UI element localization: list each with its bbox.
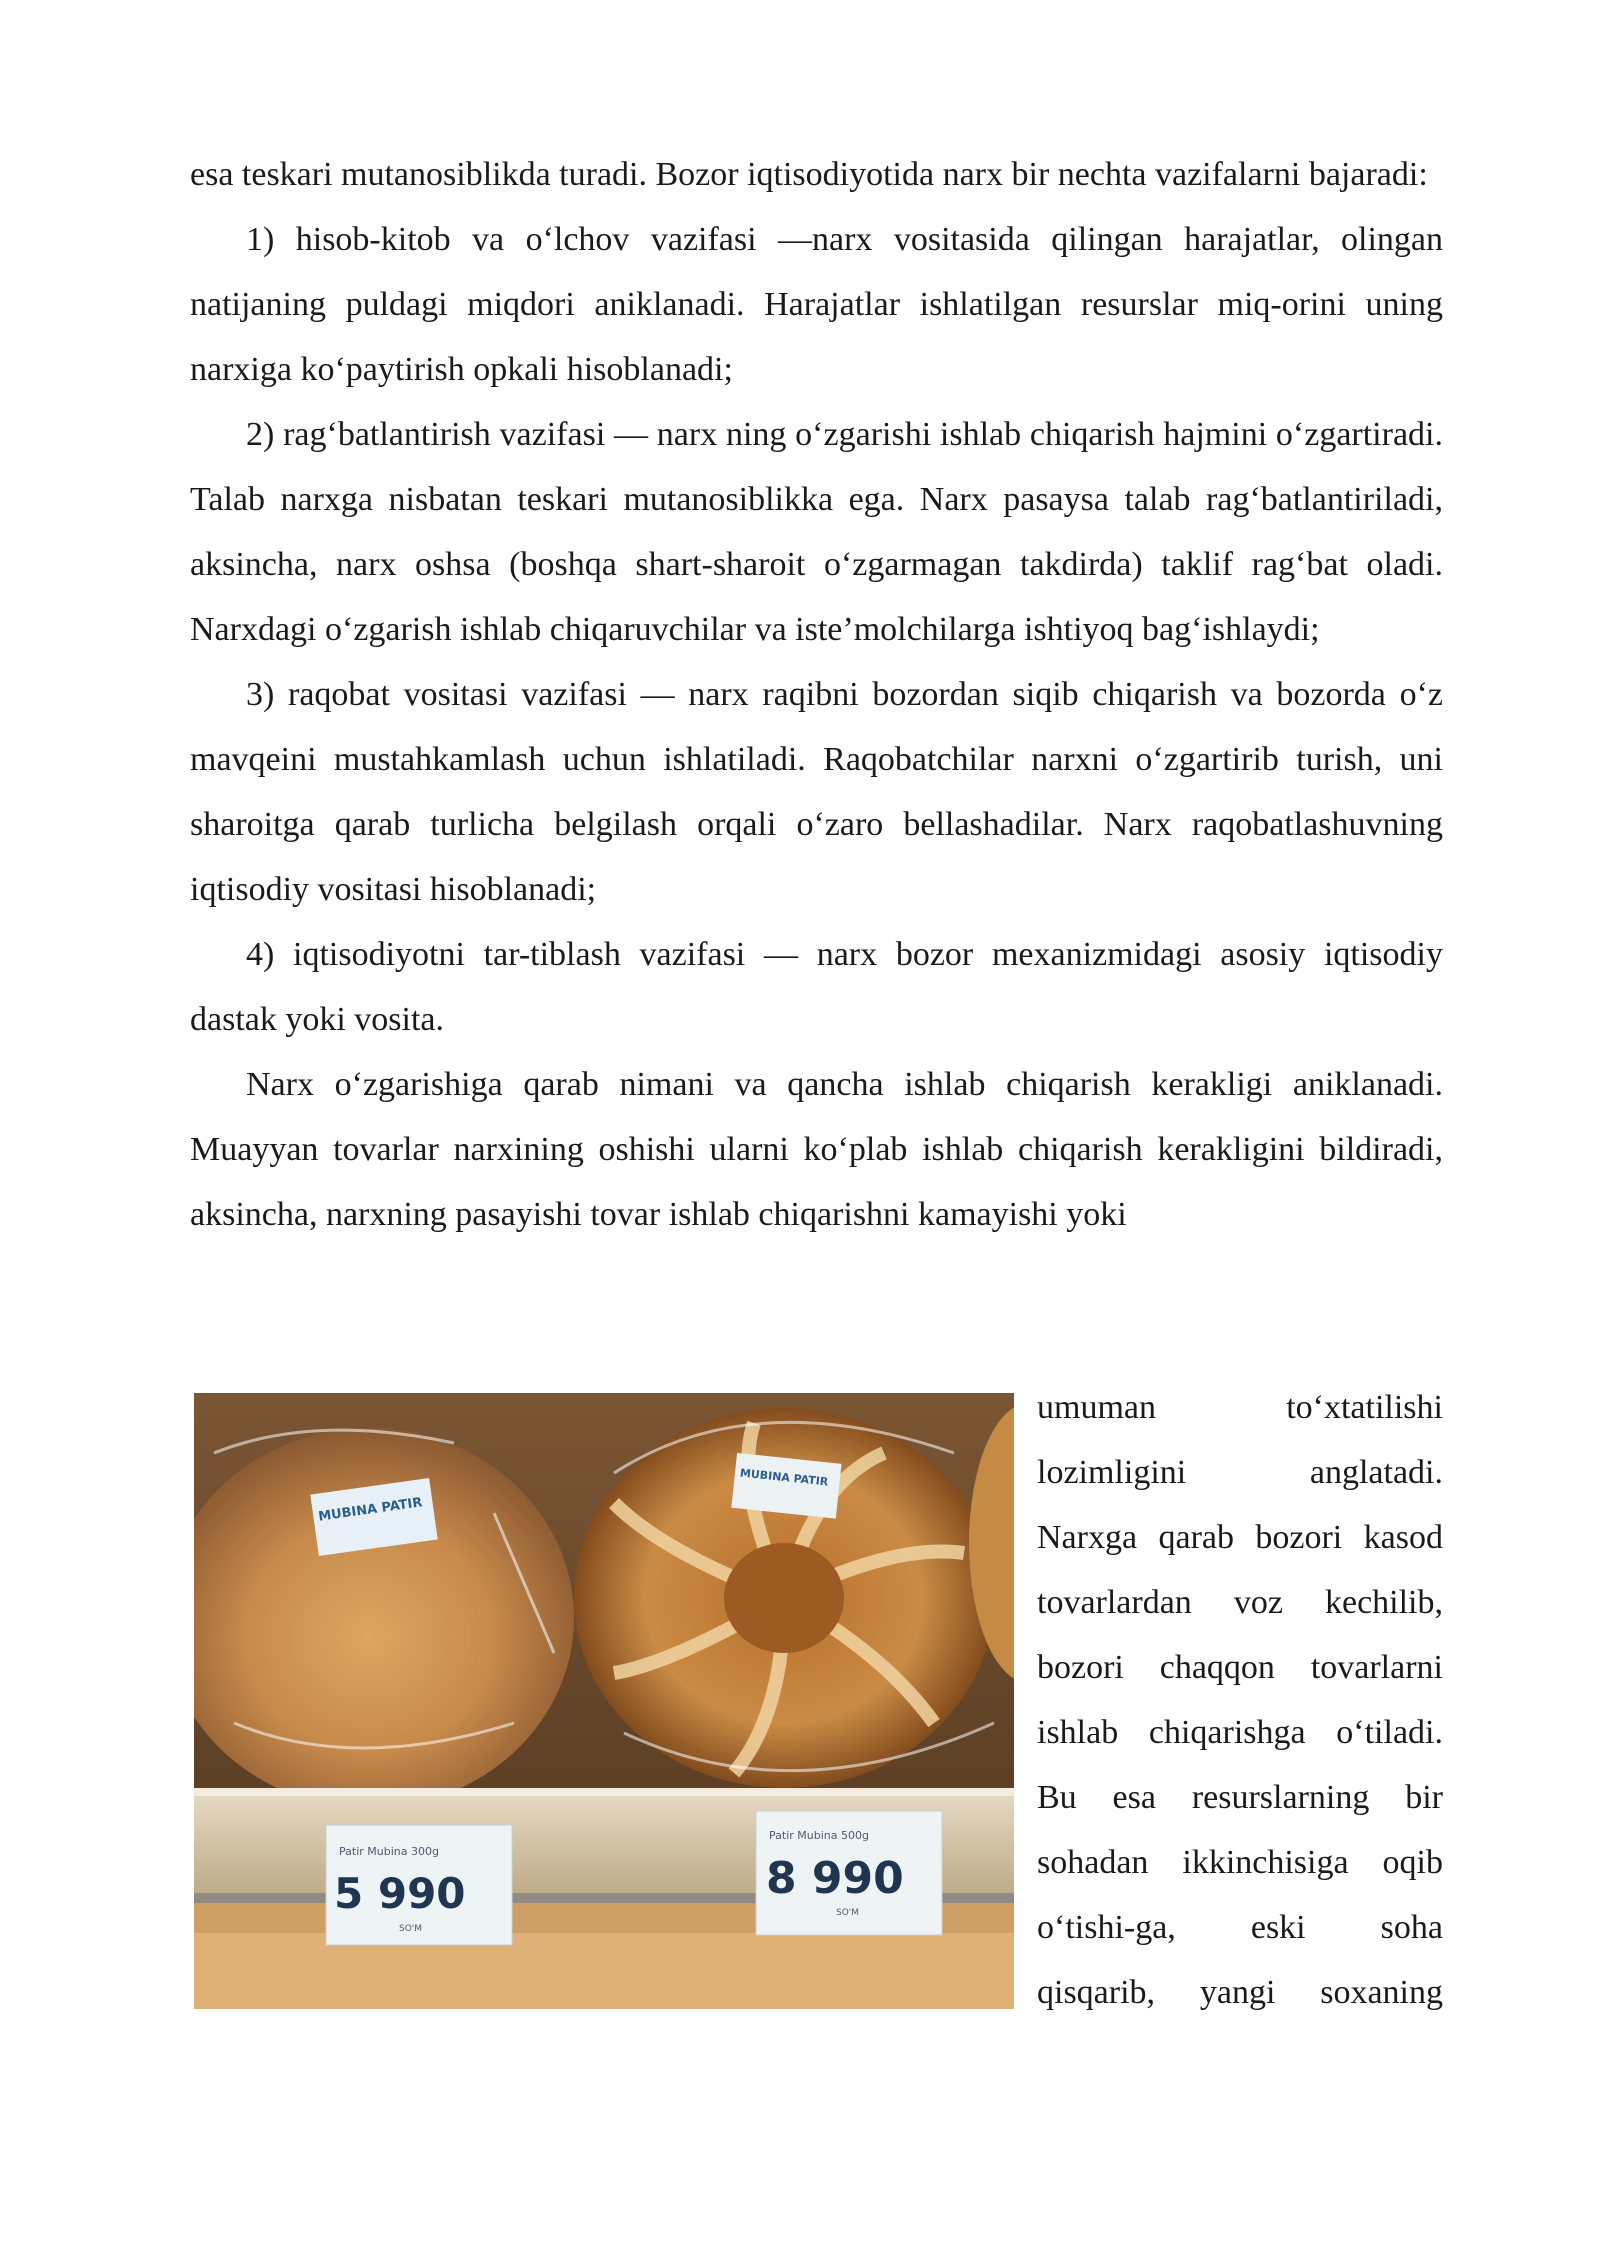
side-line: Narxga qarab bozori kasod [1037,1519,1443,1556]
side-line: tovarlardan voz kechilib, [1037,1584,1443,1621]
side-line: oʻtishi-ga, eski soha [1037,1909,1443,1946]
price-desc-left: Patir Mubina 300g [339,1845,439,1858]
main-text [190,142,1443,1247]
paragraph-raqobat: 3) raqobat vositasi vazifasi — narx raqibni bozordan siqib chiqarish va bozorda oʻz mavqeini mustahkamlash uchun ishlatiladi. Raqobatchilar narxni oʻzgartirib turish, uni sharoitga qarab turlicha belgilash orqali oʻzaro bellashadilar. Narx raqobatlashuvning iqtisodiy vositasi hisoblanadi; [190,676,1443,908]
side-line: umuman toʻxtatilishi [1037,1389,1443,1426]
side-line: ishlab chiqarishga oʻtiladi. [1037,1714,1443,1751]
paragraph-narx-ozgarishi: Narx oʻzgarishiga qarab nimani va qancha ishlab chiqarish kerakligi aniklanadi. Muayyan tovarlar narxining oshishi ularni koʻplab ishlab chiqarish kerakligini bildiradi, aksincha, narxning pasayishi tovar ishlab chiqarishni kamayishi yoki [190,1066,1443,1233]
paragraph-ragbatlantirish: 2) ragʻbatlantirish vazifasi — narx ning oʻzgarishi ishlab chiqarish hajmini oʻzgartiradi. Talab narxga nisbatan teskari mutanosiblikka ega. Narx pasaysa talab ragʻbatlantiriladi, aksincha, narx oshsa (boshqa shart-sharoit oʻzgarmagan takdirda) taklif ragʻbat oladi. Narxdagi oʻzgarish ishlab chiqaruvchilar va iste’molchilarga ishtiyoq bagʻishlaydi; [190,416,1443,648]
side-line: Bu esa resurslarning bir [1037,1779,1443,1816]
paragraph: esa teskari mutanosiblikda turadi. Bozor iqtisodiyotida narx bir nechta vazifalarni bajaradi: [190,156,1428,193]
bread-brand-left: MUBINA PATIR [317,1495,424,1525]
price-currency-left: SO'M [399,1924,423,1934]
price-currency-right: SO'M [836,1908,860,1918]
price-value-left: 5 990 [334,1869,466,1918]
price-desc-right: Patir Mubina 500g [769,1829,869,1842]
price-value-right: 8 990 [766,1853,904,1904]
side-line: bozori chaqqon tovarlarni [1037,1649,1443,1686]
bread-shelf-photo [194,1393,1014,2009]
bread-brand-right: MUBINA PATIR [739,1466,829,1489]
side-line: lozimligini anglatadi. [1037,1454,1443,1491]
wrapped-text-column [1037,1375,1443,2025]
paragraph-tartiblash: 4) iqtisodiyotni tar-tiblash vazifasi — narx bozor mexanizmidagi asosiy iqtisodiy dastak yoki vosita. [190,936,1443,1038]
side-line: sohadan ikkinchisiga oqib [1037,1844,1443,1881]
side-line: qisqarib, yangi soxaning [1037,1974,1443,2011]
paragraph-hisob-kitob: 1) hisob-kitob va oʻlchov vazifasi —narx vositasida qilingan harajatlar, olingan natijaning puldagi miqdori aniklanadi. Harajatlar ishlatilgan resurslar miq-orini uning narxiga koʻpaytirish opkali hisoblanadi; [190,221,1443,388]
